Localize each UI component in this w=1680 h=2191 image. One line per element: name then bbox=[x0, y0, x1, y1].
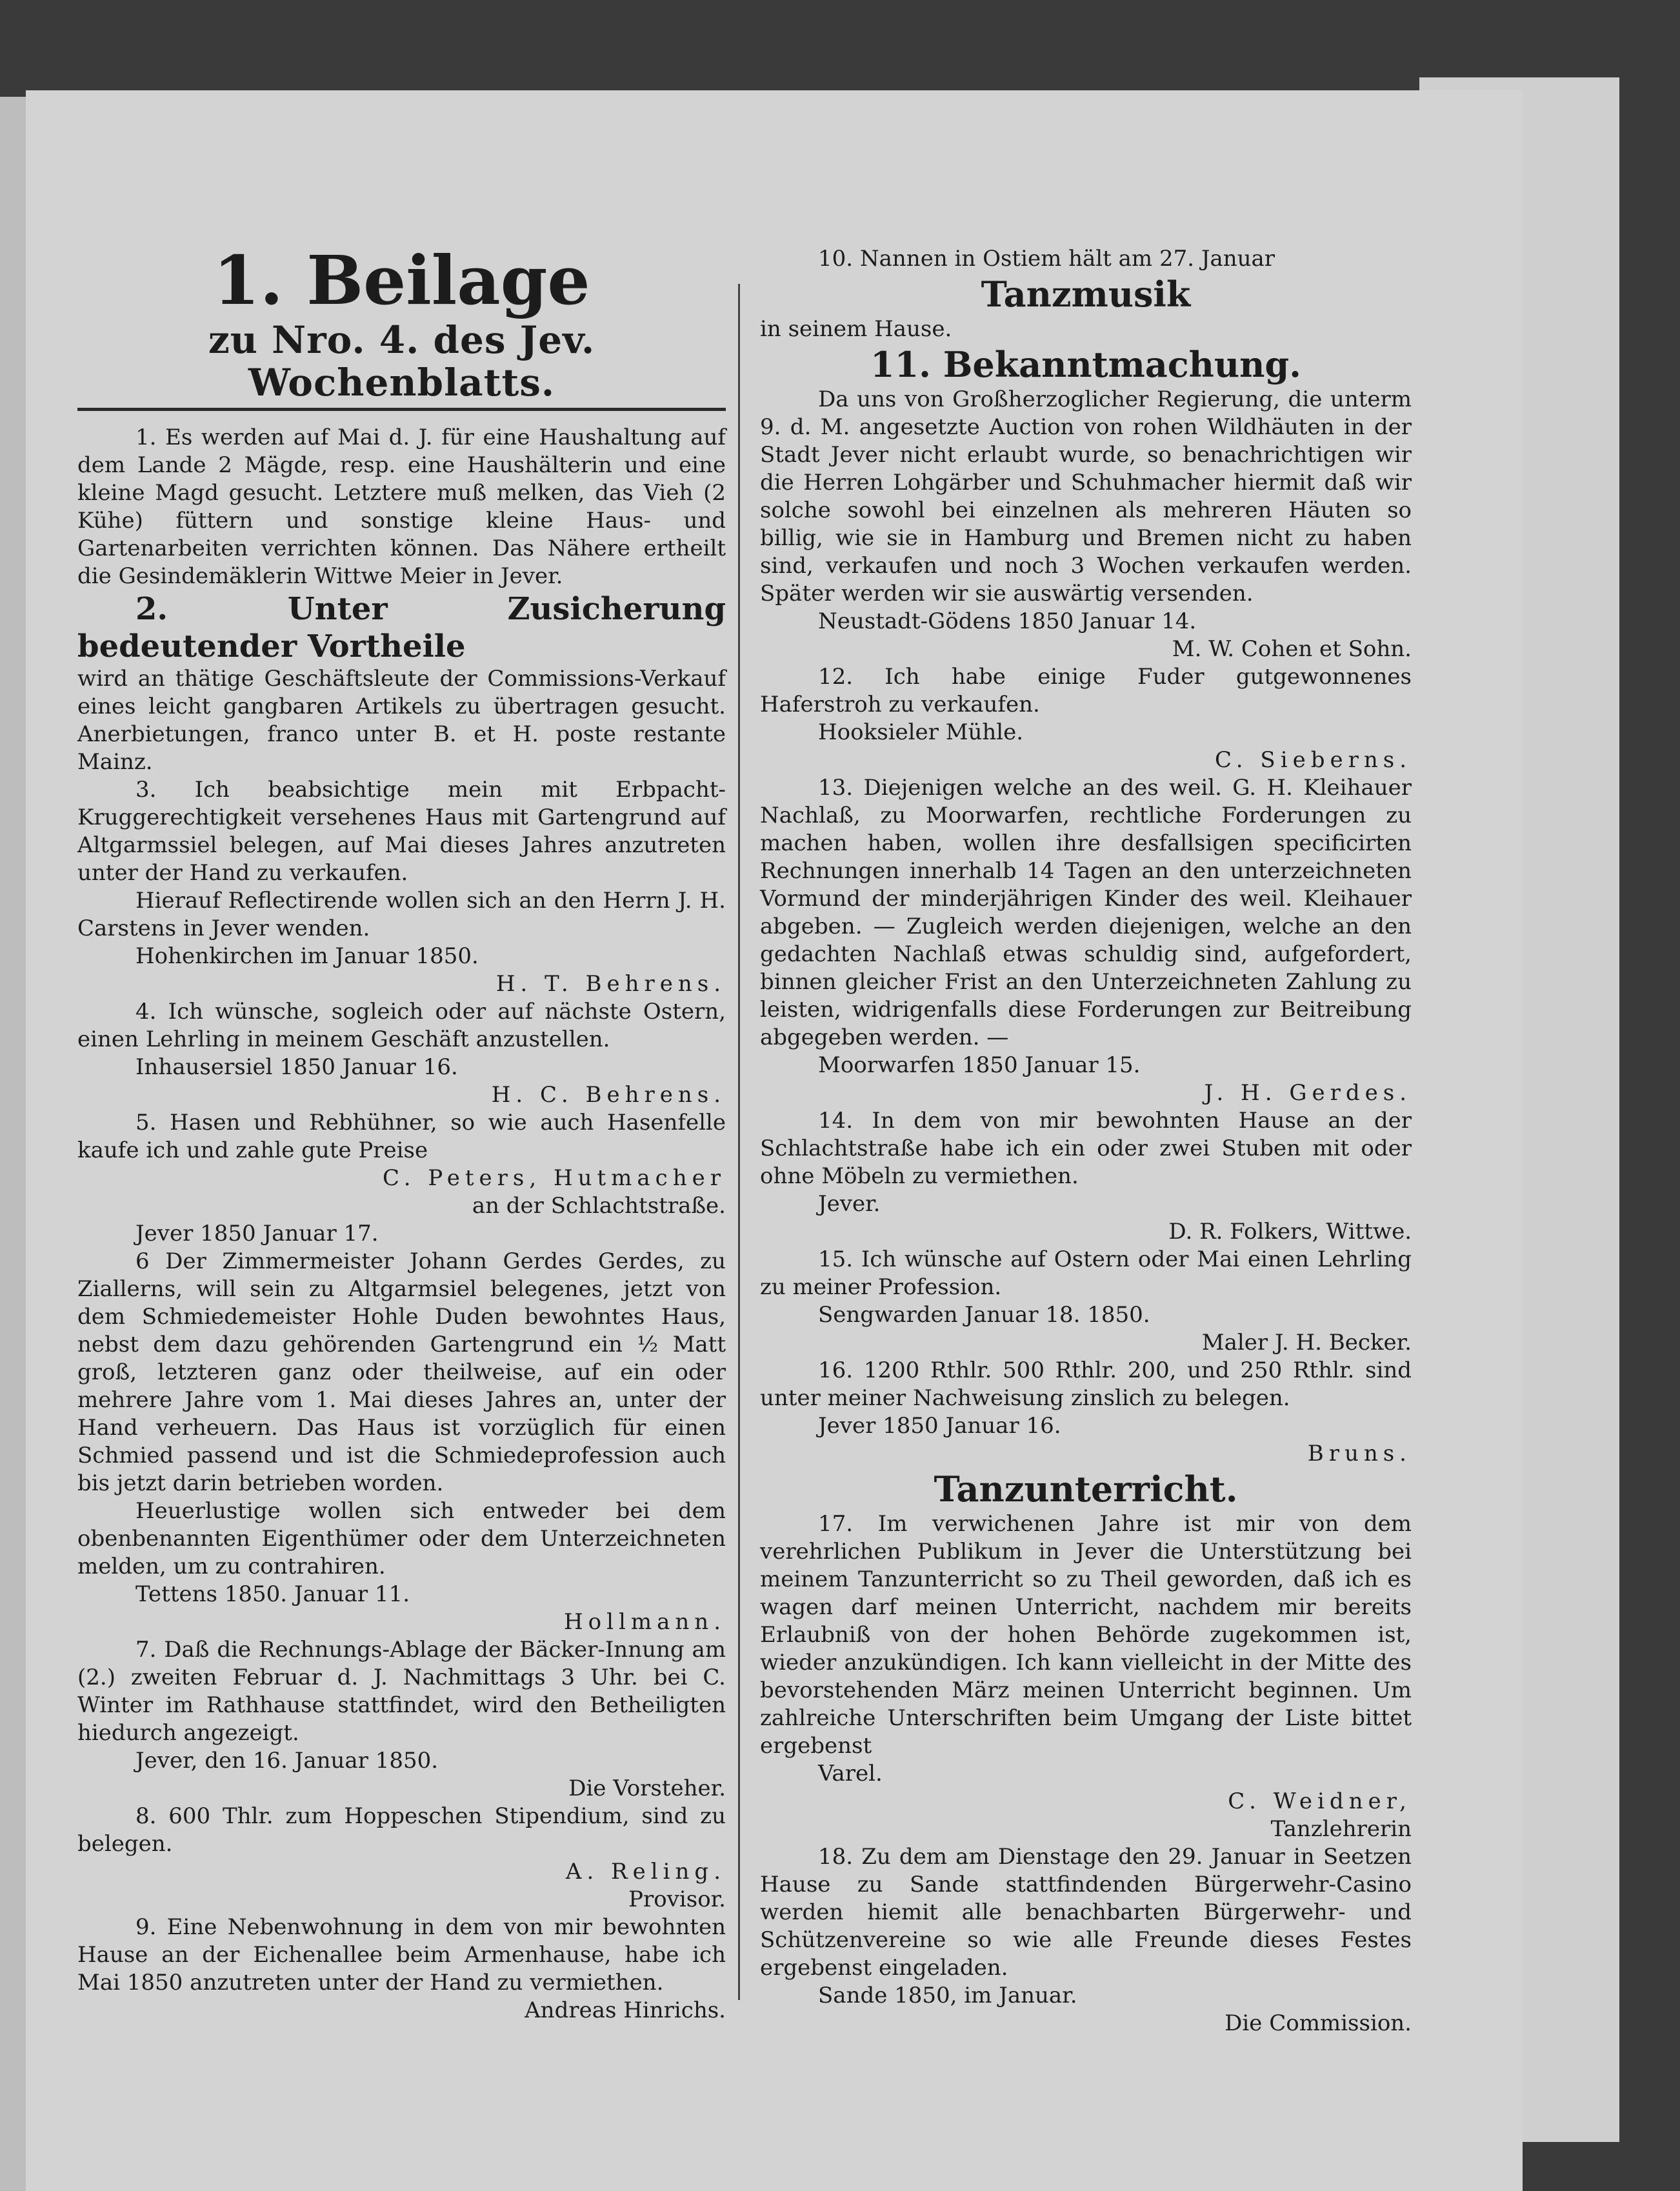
notice-11-signature: M. W. Cohen et Sohn. bbox=[1172, 636, 1412, 662]
notice-6-signature: Hollmann. bbox=[564, 1609, 726, 1635]
left-column bbox=[77, 241, 726, 2025]
notice-4-signature: H. C. Behrens. bbox=[491, 1082, 726, 1108]
title-rule bbox=[77, 408, 726, 411]
notice-15: 15. Ich wünsche auf Ostern oder Mai einen Lehrling zu meiner Profession. bbox=[760, 1246, 1412, 1300]
notice-2-heading: 2. Unter Zusicherung bedeutender Vortheile bbox=[77, 591, 726, 665]
notice-3-place: Hohenkirchen im Januar 1850. bbox=[135, 943, 479, 969]
notice-14-place: Jever. bbox=[818, 1191, 881, 1217]
column-divider bbox=[738, 284, 740, 2000]
notice-1: 1. Es werden auf Mai d. J. für eine Haushaltung auf dem Lande 2 Mägde, resp. eine Haushälterin und eine kleine Magd gesucht. Letztere muß melken, das Vieh (2 Kühe) füttern und sonstige kleine Haus- und Gartenarbeiten verrichten können. Das Nähere ertheilt die Gesindemäklerin Wittwe Meier in Jever. bbox=[77, 425, 726, 589]
notice-6: 6 Der Zimmermeister Johann Gerdes Gerdes, zu Ziallerns, will sein zu Altgarmsiel belegenes, jetzt von dem Schmiedemeister Hohle Duden bewohntes Haus, nebst dem dazu gehörenden Gartengrund ein ½ Matt groß, letzteren ganz oder theilweise, auf ein oder mehrere Jahre vom 1. Mai dieses Jahres an, unter der Hand verheuern. Das Haus ist vorzüglich für einen Schmied passend und ist die Schmiedeprofession auch bis jetzt darin betrieben worden. bbox=[77, 1248, 726, 1496]
notice-16-signature: Bruns. bbox=[1307, 1441, 1412, 1466]
notice-8: 8. 600 Thlr. zum Hoppeschen Stipendium, sind zu belegen. bbox=[77, 1803, 726, 1857]
notice-13-place: Moorwarfen 1850 Januar 15. bbox=[818, 1052, 1141, 1078]
notice-6-place: Tettens 1850. Januar 11. bbox=[135, 1581, 410, 1607]
notice-17-heading: Tanzunterricht. bbox=[934, 1468, 1238, 1510]
notice-17-place: Varel. bbox=[818, 1761, 883, 1786]
notice-3-b: Hierauf Reflectirende wollen sich an den Herrn J. H. Carstens in Jever wenden. bbox=[77, 888, 726, 941]
notice-7: 7. Daß die Rechnungs-Ablage der Bäcker-Innung am (2.) zweiten Februar d. J. Nachmittags 3 Uhr. bei C. Winter im Rathhause stattfindet, wird den Betheiligten hiedurch angezeigt. bbox=[77, 1637, 726, 1746]
notice-7-place: Jever, den 16. Januar 1850. bbox=[135, 1748, 439, 1774]
notice-3-signature: H. T. Behrens. bbox=[495, 971, 726, 997]
notice-18-signature: Die Commission. bbox=[1225, 2010, 1412, 2036]
notice-13: 13. Diejenigen welche an des weil. G. H. Kleihauer Nachlaß, zu Moorwarfen, rechtliche Forderungen zu machen haben, wollen ihre desfallsigen specificirten Rechnungen innerhalb 14 Tagen an den unterzeichneten Vormund der minderjährigen Kinder des weil. Kleihauer abgeben. — Zugleich werden diejenigen, welche an den gedachten Nachlaß etwas schuldig sind, aufgefordert, binnen gleicher Frist an den Unterzeichneten Zahlung zu leisten, widrigenfalls diese Forderungen zur Beitreibung abgegeben werden. — bbox=[760, 775, 1412, 1050]
supplement-subtitle: zu Nro. 4. des Jev. Wochenblatts. bbox=[208, 318, 595, 405]
notice-8-signature-line2: Provisor. bbox=[628, 1886, 726, 1912]
notice-10-b: in seinem Hause. bbox=[760, 316, 952, 342]
notice-12-signature: C. Sieberns. bbox=[1215, 747, 1412, 773]
notice-9: 9. Eine Nebenwohnung in dem von mir bewohnten Hause an der Eichenallee beim Armenhause, habe ich Mai 1850 anzutreten unter der Hand zu vermiethen. bbox=[77, 1914, 726, 1996]
notice-11-place: Neustadt-Gödens 1850 Januar 14. bbox=[818, 608, 1197, 634]
notice-17-signature: C. Weidner, bbox=[1228, 1788, 1412, 1814]
notice-14-signature: D. R. Folkers, Wittwe. bbox=[1168, 1219, 1412, 1245]
supplement-title bbox=[77, 243, 726, 319]
notice-11-heading: 11. Bekanntmachung. bbox=[870, 344, 1301, 385]
notice-18-place: Sande 1850, im Januar. bbox=[818, 1983, 1077, 2008]
notice-15-signature: Maler J. H. Becker. bbox=[1201, 1330, 1412, 1356]
notice-6-b: Heuerlustige wollen sich entweder bei dem obenbenannten Eigenthümer oder dem Unterzeichneten melden, um zu contrahiren. bbox=[77, 1498, 726, 1579]
notice-11: Da uns von Großherzoglicher Regierung, die unterm 9. d. M. angesetzte Auction von rohen Wildhäuten in der Stadt Jever nicht erlaubt wurde, so benachrichtigen wir die Herren Lohgärber und Schuhmacher hiermit daß wir solche sowohl bei einzelnen als mehreren Häuten so billig, wie sie in Hamburg und Bremen nicht zu haben sind, verkaufen und noch 3 Wochen verkaufen werden. Später werden wir sie auswärtig versenden. bbox=[760, 386, 1412, 606]
notice-2: wird an thätige Geschäftsleute der Commissions-Verkauf eines leicht gangbaren Artikels zu übertragen gesucht. Anerbietungen, franco unter B. et H. poste restante Mainz. bbox=[77, 666, 726, 775]
notice-12-place: Hooksieler Mühle. bbox=[818, 719, 1024, 745]
notice-5-signature-line2: an der Schlachtstraße. bbox=[472, 1193, 726, 1219]
notice-17-signature-line2: Tanzlehrerin bbox=[1270, 1816, 1412, 1842]
notice-7-signature: Die Vorsteher. bbox=[568, 1776, 726, 1801]
notice-13-signature: J. H. Gerdes. bbox=[1204, 1080, 1412, 1106]
notice-8-signature: A. Reling. bbox=[565, 1859, 726, 1885]
notice-5: 5. Hasen und Rebhühner, so wie auch Hasenfelle kaufe ich und zahle gute Preise bbox=[77, 1110, 726, 1163]
notice-4: 4. Ich wünsche, sogleich oder auf nächste Ostern, einen Lehrling in meinem Geschäft anzustellen. bbox=[77, 999, 726, 1052]
notice-9-signature: Andreas Hinrichs. bbox=[525, 1997, 726, 2023]
notice-5-place: Jever 1850 Januar 17. bbox=[135, 1221, 379, 1246]
notice-10-heading: Tanzmusik bbox=[981, 274, 1191, 315]
notice-5-signature: C. Peters, Hutmacher bbox=[382, 1165, 726, 1191]
right-column bbox=[760, 245, 1412, 2037]
newspaper-page bbox=[26, 90, 1523, 2191]
notice-16-place: Jever 1850 Januar 16. bbox=[818, 1413, 1061, 1439]
notice-15-place: Sengwarden Januar 18. 1850. bbox=[818, 1302, 1150, 1328]
notice-10: 10. Nannen in Ostiem hält am 27. Januar bbox=[818, 246, 1275, 272]
notice-14: 14. In dem von mir bewohnten Hause an der Schlachtstraße habe ich ein oder zwei Stuben mit oder ohne Möbeln zu vermiethen. bbox=[760, 1108, 1412, 1189]
notice-4-place: Inhausersiel 1850 Januar 16. bbox=[135, 1054, 458, 1080]
notice-17: 17. Im verwichenen Jahre ist mir von dem verehrlichen Publikum in Jever die Unterstützung bei meinem Tanzunterricht so zu Theil geworden, daß ich es wagen darf meinen Unterricht, nachdem mir bereits Erlaubniß von der hohen Behörde zugekommen ist, wieder anzukündigen. Ich kann vielleicht in der Mitte des bevorstehenden März meinen Unterricht beginnen. Um zahlreiche Unterschriften beim Umgang der Liste bittet ergebenst bbox=[760, 1511, 1412, 1759]
notice-18: 18. Zu dem am Dienstage den 29. Januar in Seetzen Hause zu Sande stattfindenden Bürgerwehr-Casino werden hiemit alle benachbarten Bürgerwehr- und Schützenvereine so wie alle Freunde dieses Festes ergebenst eingeladen. bbox=[760, 1844, 1412, 1981]
title-number: 1. bbox=[213, 241, 283, 320]
notice-16: 16. 1200 Rthlr. 500 Rthlr. 200, und 250 Rthlr. sind unter meiner Nachweisung zinslich zu belegen. bbox=[760, 1357, 1412, 1411]
notice-3: 3. Ich beabsichtige mein mit Erbpacht-Kruggerechtigkeit versehenes Haus mit Gartengrund auf Altgarmssiel belegen, auf Mai dieses Jahres anzutreten unter der Hand zu verkaufen. bbox=[77, 777, 726, 886]
notice-12: 12. Ich habe einige Fuder gutgewonnenes Haferstroh zu verkaufen. bbox=[760, 664, 1412, 717]
title-word: Beilage bbox=[306, 241, 590, 320]
